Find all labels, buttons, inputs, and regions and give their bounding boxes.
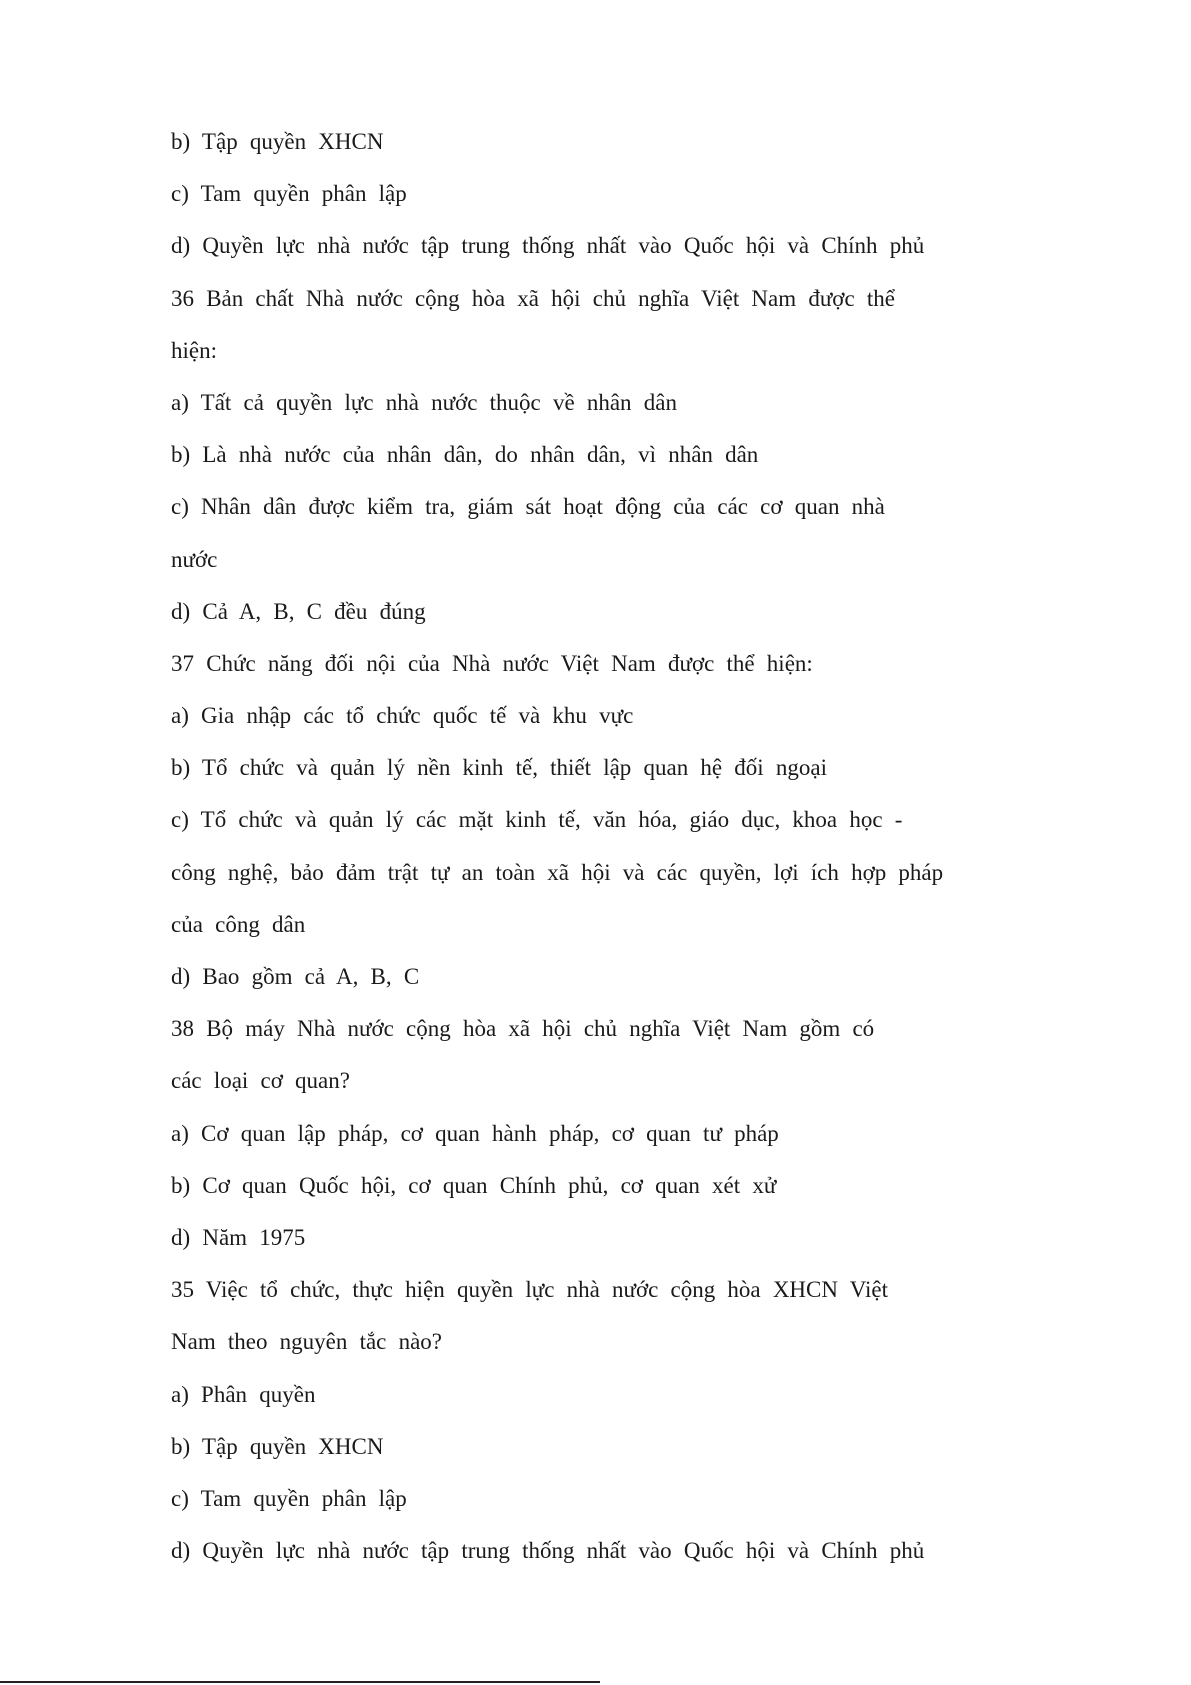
- text-line: d) Năm 1975: [171, 1224, 306, 1250]
- text-line: các loại cơ quan?: [171, 1068, 350, 1094]
- question-38: 38 Bộ máy Nhà nước cộng hòa xã hội chủ nghĩa Việt Nam gồm có: [171, 1016, 875, 1042]
- question-36: 36 Bản chất Nhà nước cộng hòa xã hội chủ nghĩa Việt Nam được thể: [171, 285, 895, 311]
- text-line: a) Gia nhập các tổ chức quốc tế và khu vực: [171, 703, 634, 729]
- question-37: 37 Chức năng đối nội của Nhà nước Việt Nam được thể hiện:: [171, 650, 813, 676]
- text-line: c) Nhân dân được kiểm tra, giám sát hoạt động của các cơ quan nhà: [171, 494, 885, 520]
- text-line: b) Là nhà nước của nhân dân, do nhân dân, vì nhân dân: [171, 442, 759, 468]
- document-body: [171, 116, 991, 1577]
- text-line: của công dân: [171, 911, 306, 937]
- text-line: c) Tam quyền phân lập: [171, 181, 407, 207]
- text-line: d) Cả A, B, C đều đúng: [171, 598, 426, 624]
- text-line: a) Phân quyền: [171, 1381, 316, 1407]
- text-line: a) Tất cả quyền lực nhà nước thuộc về nhân dân: [171, 389, 677, 415]
- text-line: b) Tổ chức và quản lý nền kinh tế, thiết lập quan hệ đối ngoại: [171, 755, 827, 781]
- text-line: a) Cơ quan lập pháp, cơ quan hành pháp, cơ quan tư pháp: [171, 1120, 779, 1146]
- question-35: 35 Việc tổ chức, thực hiện quyền lực nhà nước cộng hòa XHCN Việt: [171, 1277, 888, 1303]
- text-line: b) Tập quyền XHCN: [171, 1433, 384, 1459]
- text-line: Nam theo nguyên tắc nào?: [171, 1329, 442, 1355]
- text-line: d) Bao gồm cả A, B, C: [171, 964, 420, 989]
- text-line: c) Tam quyền phân lập: [171, 1485, 407, 1511]
- text-line: hiện:: [171, 337, 217, 363]
- text-line: b) Tập quyền XHCN: [171, 129, 384, 154]
- text-line: b) Cơ quan Quốc hội, cơ quan Chính phủ, cơ quan xét xử: [171, 1172, 777, 1198]
- text-line: nước: [171, 546, 218, 572]
- text-line: d) Quyền lực nhà nước tập trung thống nhất vào Quốc hội và Chính phủ: [171, 1538, 925, 1564]
- bottom-divider: [0, 1681, 600, 1683]
- text-line: c) Tổ chức và quản lý các mặt kinh tế, văn hóa, giáo dục, khoa học -: [171, 807, 903, 833]
- text-line: d) Quyền lực nhà nước tập trung thống nhất vào Quốc hội và Chính phủ: [171, 233, 925, 259]
- text-line: công nghệ, bảo đảm trật tự an toàn xã hội và các quyền, lợi ích hợp pháp: [171, 859, 944, 885]
